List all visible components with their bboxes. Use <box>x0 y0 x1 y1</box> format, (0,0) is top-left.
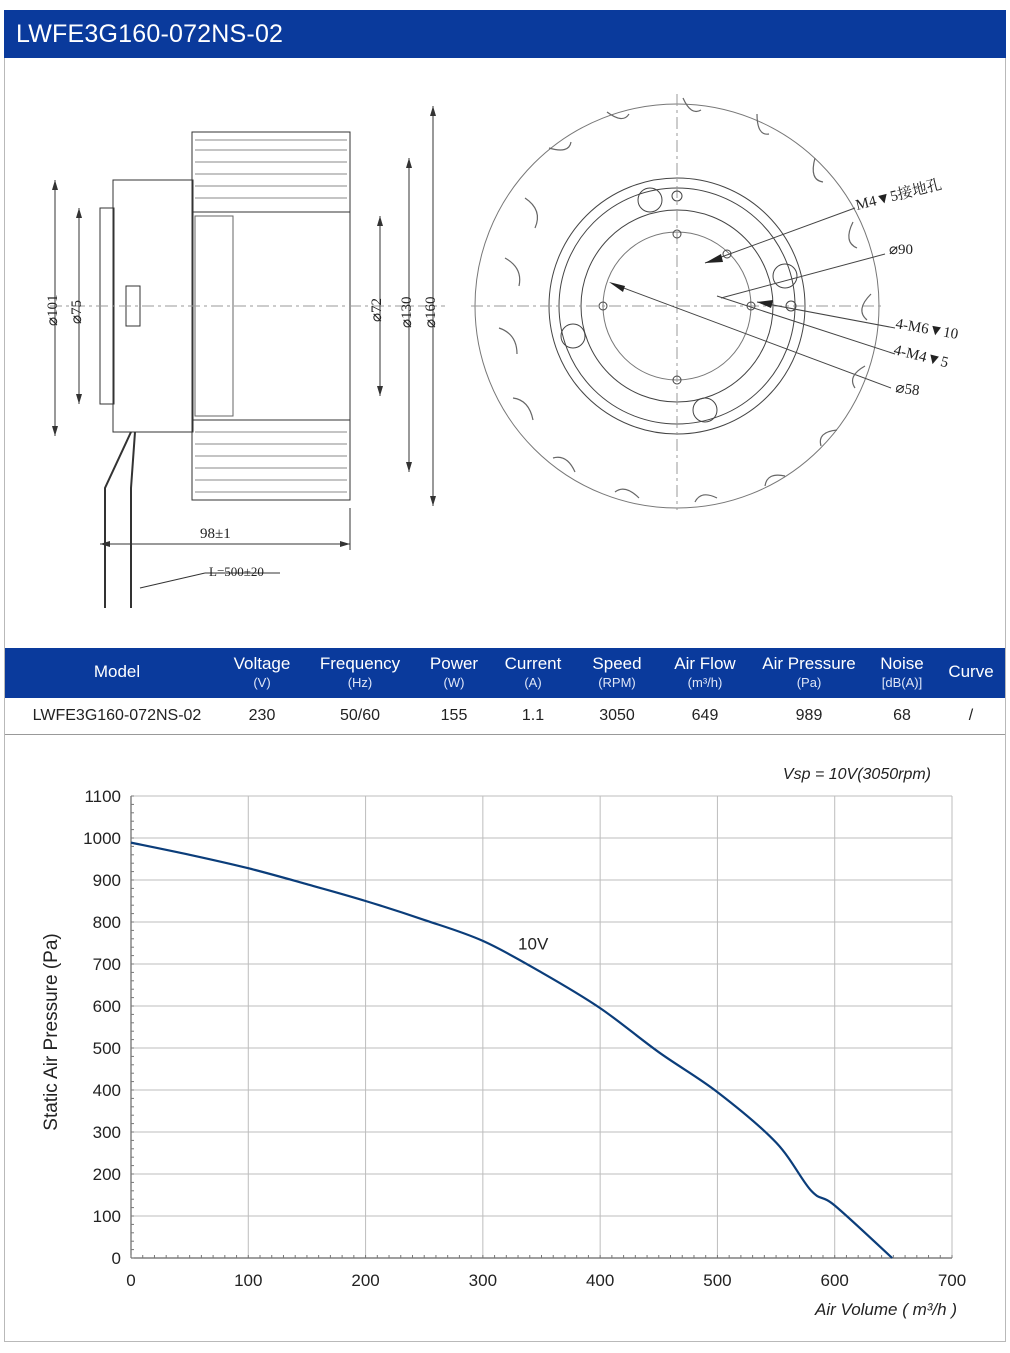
title-bar <box>4 10 1006 58</box>
chart-y-axis-label: Static Air Pressure (Pa) <box>41 933 62 1131</box>
y-tick-label: 500 <box>92 1039 121 1058</box>
header-current: Current (A) <box>504 654 562 690</box>
cell-power: 155 <box>440 707 468 724</box>
cell-voltage: 230 <box>248 707 276 724</box>
header-noise: Noise [dB(A)] <box>880 654 924 690</box>
y-tick-label: 300 <box>92 1123 121 1142</box>
dim-d72: ⌀72 <box>369 297 385 322</box>
cell-noise: 68 <box>893 707 911 724</box>
impeller-top-blades <box>192 132 350 212</box>
header-voltage: Voltage (V) <box>233 654 291 690</box>
y-tick-label: 600 <box>92 997 121 1016</box>
y-tick-label: 1100 <box>84 787 121 806</box>
y-tick-label: 100 <box>92 1207 121 1226</box>
dim-lead-length: L=500±20 <box>209 564 264 579</box>
header-curve: Curve <box>948 662 994 681</box>
cell-model: LWFE3G160-072NS-02 <box>32 707 202 724</box>
y-tick-label: 1000 <box>83 829 121 848</box>
cell-frequency: 50/60 <box>339 707 381 724</box>
cell-speed: 3050 <box>599 707 635 724</box>
chart-x-axis-label: Air Volume ( m³/h ) <box>814 1300 957 1319</box>
x-tick-label: 0 <box>126 1271 136 1290</box>
dim-d160: ⌀160 <box>423 296 439 328</box>
y-tick-label: 400 <box>92 1081 121 1100</box>
page-title: LWFE3G160-072NS-02 <box>16 20 284 48</box>
dim-d101: ⌀101 <box>45 294 61 326</box>
header-speed: Speed (RPM) <box>592 654 642 690</box>
x-tick-label: 100 <box>234 1271 263 1290</box>
label-m6: 4-M6▼10 <box>894 316 960 343</box>
dim-d75: ⌀75 <box>69 299 85 324</box>
cell-current: 1.1 <box>521 707 545 724</box>
header-air-flow: Air Flow (m³/h) <box>674 654 736 690</box>
x-tick-label: 500 <box>703 1271 732 1290</box>
spec-table-header <box>5 648 1005 698</box>
y-tick-label: 900 <box>92 871 121 890</box>
x-tick-label: 600 <box>820 1271 849 1290</box>
y-tick-label: 200 <box>92 1165 121 1184</box>
x-tick-label: 700 <box>937 1271 967 1290</box>
header-frequency: Frequency (Hz) <box>319 654 401 690</box>
y-tick-label: 0 <box>111 1249 121 1268</box>
x-tick-label: 300 <box>468 1271 498 1290</box>
x-tick-label: 400 <box>585 1271 615 1290</box>
cell-curve: / <box>968 707 974 724</box>
spec-table-row <box>5 698 1005 735</box>
cell-air-pressure: 989 <box>795 707 823 724</box>
label-ground-hole: M4▼5接地孔 <box>854 177 944 214</box>
chart-title: Vsp = 10V(3050rpm) <box>782 766 931 783</box>
y-tick-label: 700 <box>92 955 121 974</box>
header-air-pressure: Air Pressure (Pa) <box>762 654 856 690</box>
cell-air-flow: 649 <box>691 707 719 724</box>
label-d90: ⌀90 <box>889 242 914 258</box>
performance-chart <box>5 740 1005 1340</box>
label-m4: 4-M4▼5 <box>892 342 950 372</box>
dim-width: 98±1 <box>200 526 231 542</box>
technical-drawing <box>5 58 1005 648</box>
x-tick-label: 200 <box>351 1271 380 1290</box>
label-d58: ⌀58 <box>894 380 921 400</box>
series-label: 10V <box>518 934 549 954</box>
y-tick-label: 800 <box>92 913 121 932</box>
motor-rotor <box>192 212 350 420</box>
header-power: Power (W) <box>429 654 479 690</box>
series-line-10v <box>131 843 892 1258</box>
header-model: Model <box>93 662 141 681</box>
dim-d130: ⌀130 <box>399 296 415 328</box>
